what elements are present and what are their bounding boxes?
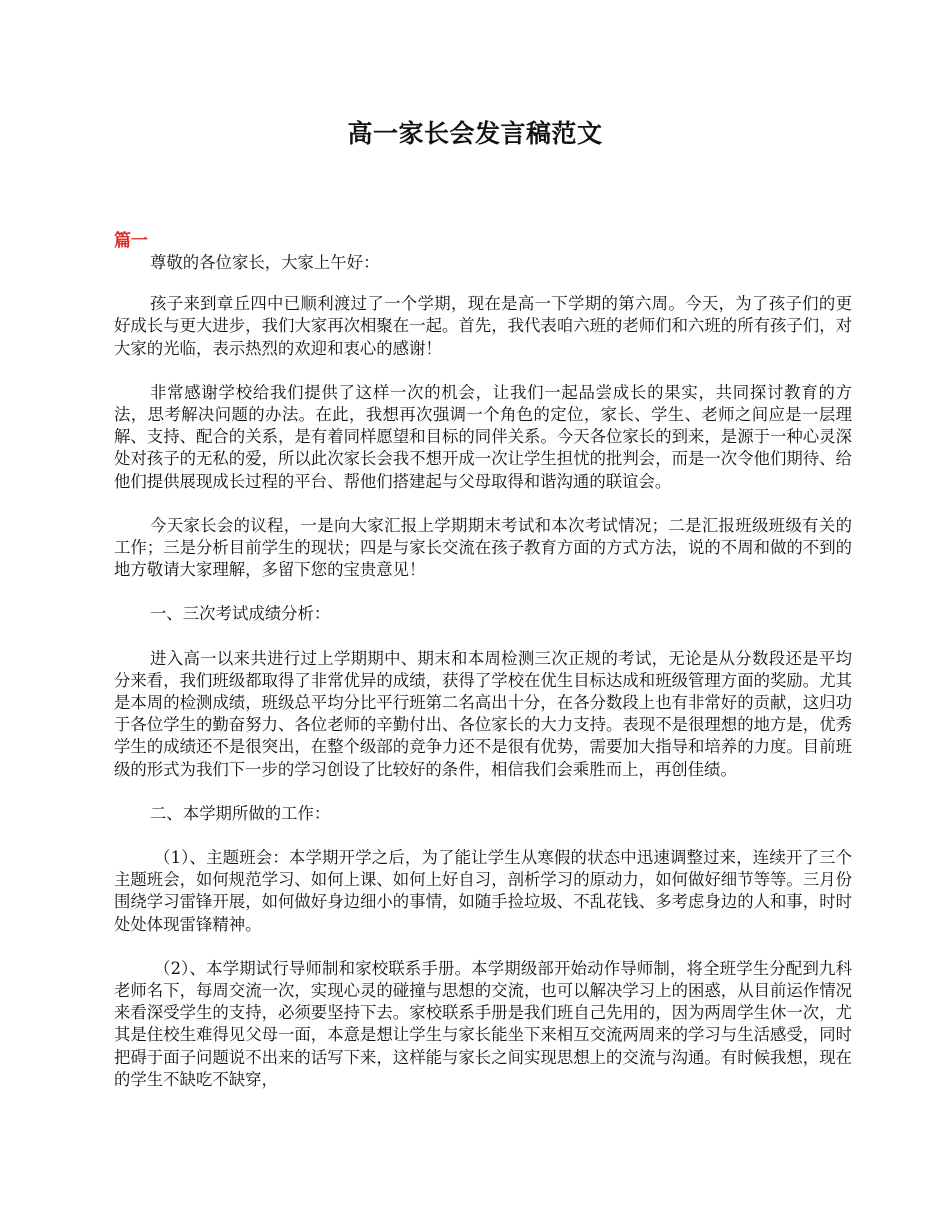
section-label: 篇一	[114, 231, 148, 251]
theme-class-meeting-paragraph: （1）、主题班会：本学期开学之后，为了能让学生从寒假的状态中迅速调整过来，连续开了三个主题班会，如何规范学习、如何上课、如何上好自习，剖析学习的原动力，如何做好细节等等。三月份围绕学习雷锋开展，如何做好身边细小的事情，如随手捡垃圾、不乱花钱、多考虑身边的人和事，时时处处体现雷锋精神。	[114, 848, 852, 934]
intro-paragraph: 孩子来到章丘四中已顺利渡过了一个学期，现在是高一下学期的第六周。今天，为了孩子们的更好成长与更大进步，我们大家再次相聚在一起。首先，我代表咱六班的老师们和六班的所有孩子们，对大家的光临，表示热烈的欢迎和衷心的感谢！	[114, 294, 852, 358]
agenda-paragraph: 今天家长会的议程，一是向大家汇报上学期期末考试和本次考试情况；二是汇报班级班级有关的工作；三是分析目前学生的现状；四是与家长交流在孩子教育方面的方式方法，说的不周和做的不到的地方敬请大家理解，多留下您的宝贵意见！	[114, 515, 852, 580]
greeting-paragraph: 尊敬的各位家长，大家上午好：	[150, 253, 380, 272]
exam-analysis-paragraph: 进入高一以来共进行过上学期期中、期末和本周检测三次正规的考试，无论是从分数段还是平均分来看，我们班级都取得了非常优异的成绩，获得了学校在优生目标达成和班级管理方面的奖励。尤其是本周的检测成绩，班级总平均分比平行班第二名高出十分，在各分数段上也有非常好的贡献，这归功于各位学生的勤奋努力、各位老师的辛勤付出、各位家长的大力支持。表现不是很理想的地方是，优秀学生的成绩还不是很突出，在整个级部的竞争力还不是很有优势，需要加大指导和培养的力度。目前班级的形式为我们下一步的学习创设了比较好的条件，相信我们会乘胜而上，再创佳绩。	[114, 648, 852, 779]
mentor-system-paragraph: （2）、本学期试行导师制和家校联系手册。本学期级部开始动作导师制，将全班学生分配到九科老师名下，每周交流一次，实现心灵的碰撞与思想的交流，也可以解决学习上的困惑，从目前运作情况来看深受学生的支持，必须要坚持下去。家校联系手册是我们班自己先用的，因为两周学生休一次，尤其是住校生难得见父母一面，本意是想让学生与家长能坐下来相互交流两周来的学习与生活感受，同时把碍于面子问题说不出来的话写下来，这样能与家长之间实现思想上的交流与沟通。有时候我想，现在的学生不缺吃不缺穿，	[114, 958, 852, 1089]
thanks-paragraph: 非常感谢学校给我们提供了这样一次的机会，让我们一起品尝成长的果实，共同探讨教育的方法，思考解决问题的办法。在此，我想再次强调一个角色的定位，家长、学生、老师之间应是一层理解、支持、配合的关系，是有着同样愿望和目标的同伴关系。今天各位家长的到来，是源于一种心灵深处对孩子的无私的爱，所以此次家长会我不想开成一次让学生担忧的批判会，而是一次令他们期待、给他们提供展现成长过程的平台、帮他们搭建起与父母取得和谐沟通的联谊会。	[114, 382, 852, 491]
heading-work-done: 二、本学期所做的工作：	[150, 803, 331, 823]
document-body	[114, 230, 852, 1113]
heading-exam-analysis: 一、三次考试成绩分析：	[150, 604, 331, 624]
document-title: 高一家长会发言稿范文	[347, 119, 603, 148]
